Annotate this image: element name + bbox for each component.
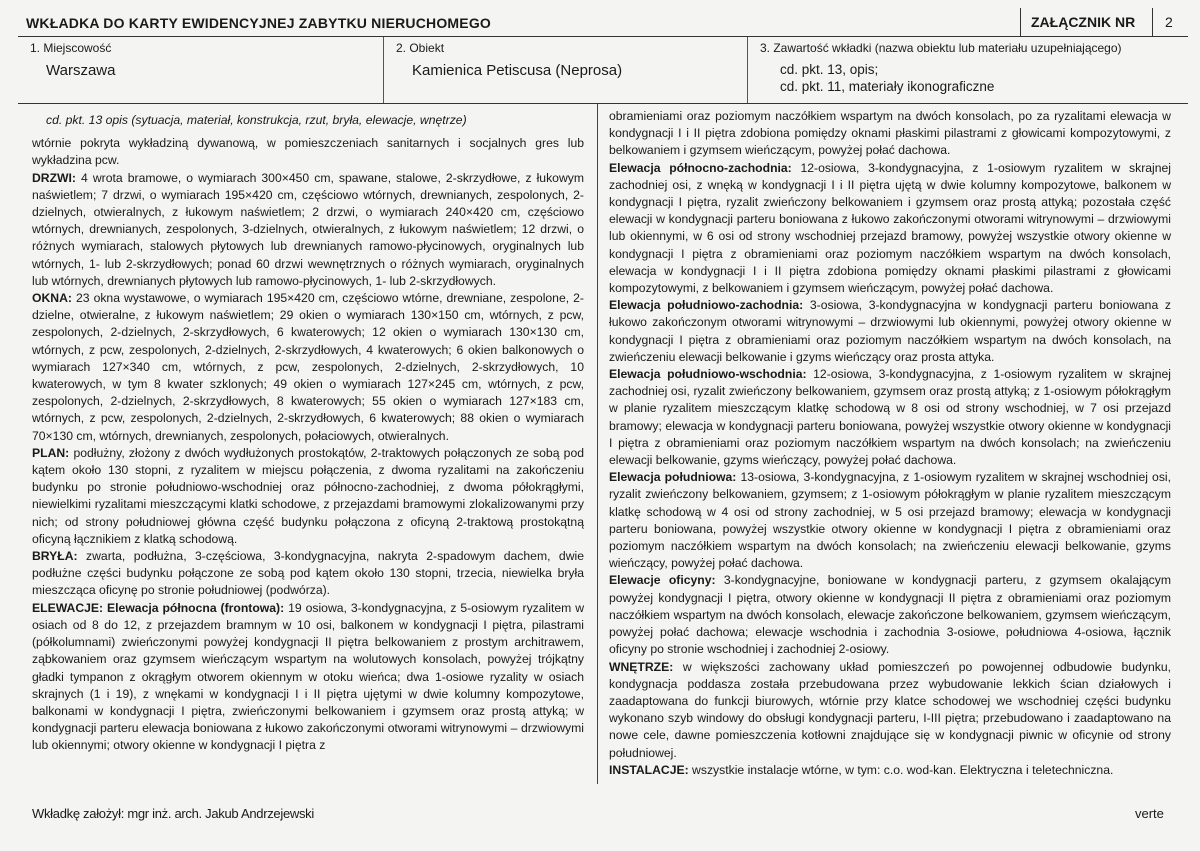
form-header bbox=[18, 8, 1188, 37]
locality-label: 1. Miejscowość bbox=[30, 41, 112, 55]
contents-line-1: cd. pkt. 13, opis; bbox=[780, 62, 879, 77]
left-column bbox=[32, 108, 584, 755]
object-label: 2. Obiekt bbox=[396, 41, 445, 55]
form-title: WKŁADKA DO KARTY EWIDENCYJNEJ ZABYTKU NIERUCHOMEGO bbox=[26, 15, 492, 31]
nw-elevation-label: Elewacja północno-zachodnia: bbox=[609, 160, 792, 175]
plan-label: PLAN: bbox=[32, 445, 70, 460]
s-elevation-text: 13-osiowa, 3-kondygnacyjna, z 1-osiowym ryzalitem w skrajnej wschodniej osi, ryzalit zwieńczony belkowaniem, gzymsem; z 1-osiowym półokrągłym w planie ryzalitem mieszczącym klatkę schodową w 4 osi od strony zachodniej, w 5 osi przejazd bramowy; elewacja w kondygnacji parteru boniowana, powyżej wszystkie otwory okienne w kondygnacji I piętra z obramieniami oraz poziomym naczółkiem wspartym na dwóch konsolach; na zwieńczeniu elewacji belkowanie, gzyms wieńczący, powyżej połać dachowa. bbox=[609, 470, 1172, 571]
interior-text: w większości zachowany układ pomieszczeń po powojennej odbudowie budynku, kondygnacja poddasza została przebudowana przez wybudowanie lekkich ścian działowych i zaadaptowana do funkcji biurowych, wtórnie przy klatce schodowej we wschodniej części budynku wykonano szyb windowy do obsługi kondygnacji parteru, I-III piętra; przebudowano i zaadaptowano na nowe cele, dawne pomieszczenia kotłowni znajdujące się w kondygnacji piwnic w oficynie od strony południowej. bbox=[609, 659, 1171, 760]
contents-value bbox=[780, 61, 994, 95]
elevations-paragraph bbox=[32, 600, 584, 755]
se-elevation-paragraph bbox=[609, 366, 1171, 469]
object-value: Kamienica Petiscusa (Neprosa) bbox=[412, 62, 623, 79]
mass-text: zwarta, podłużna, 3-częściowa, 3-kondygnacyjna, nakryta 2-spadowym dachem, dwie podłużne części budynku połączone ze sobą pod kątem około 130 stopni, trzecia, niewielka bryła mieszcząca oficynę po stronie południowej (podwórza). bbox=[32, 549, 584, 598]
contents-cell bbox=[747, 37, 1189, 103]
se-elevation-label: Elewacja południowo-wschodnia: bbox=[609, 367, 807, 382]
interior-label: WNĘTRZE: bbox=[609, 659, 674, 674]
mass-label: BRYŁA: bbox=[32, 549, 78, 564]
s-elevation-label: Elewacja południowa: bbox=[609, 470, 737, 485]
page-number: 2 bbox=[1152, 8, 1173, 36]
plan-text: podłużny, złożony z dwóch wydłużonych prostokątów, 2-traktowych połączonych ze sobą pod kątem około 130 stopni, z ryzalitem w miejscu połączenia, z dwoma ryzalitami na zakończeniu budynku po stronie południowo-wschodniej oraz północno-zachodniej, z dwoma półokrągłymi, niewielkimi ryzalitami mieszczącymi klatki schodowe, z przejazdami bramowymi zlokalizowanymi przy nich; od strony południowej główna część budynku połączona z oficyną 2-traktową prostokątną oficyną łącznikiem z klatką schodową. bbox=[32, 445, 584, 546]
windows-text: 23 okna wystawowe, o wymiarach 195×420 cm, częściowo wtórne, drewniane, zespolone, 2-dzielne, otwieralne, z łukowym naświetlem; 29 okien o wymiarach 130×150 cm, wtórnych, z pcw, zespolonych, 2-dzielnych, 2-skrzydłowych, 6 kwaterowych; 12 okien o wymiarach 130×130 cm, wtórnych, z pcw, zespolonych, 2-dzielnych, 2-skrzydłowych, 4 kwaterowych; 6 okien balkonowych o wymiarach 127×340 cm, wtórnych, z pcw, zespolonych, 2-dzielnych, 2-skrzydłowych, 10 kwaterowych, w tym 8 kwater szklonych; 49 okien o wymiarach 127×245 cm, wtórnych, z pcw, zespolonych, 2-dzielnych, 2-skrzydłowych, 8 kwaterowych; 55 okien o wymiarach 127×183 cm, wtórnych, z pcw, zespolonych, 2-dzielnych, 2-skrzydłowych, 6 kwaterowych; 88 okien o wymiarach 70×130 cm, wtórnych, drewnianych, zespolonych, połaciowych, otwieralnych. bbox=[32, 291, 584, 443]
mass-paragraph bbox=[32, 548, 584, 600]
locality-cell bbox=[18, 37, 383, 103]
verte-footer: verte bbox=[1135, 806, 1164, 821]
sw-elevation-text: 3-osiowa, 3-kondygnacyjna w kondygnacji parteru boniowana z łukowo zakończonym otworami witrynowymi – drzwiowymi lub okiennymi, powyżej otwory okienne w kondygnacji I piętra z obramieniami oraz poziomym naczółkiem wspartym na dwóch konsolach, na zwieńczeniu elewacji belkowanie i gzyms wieńczący oraz prosta attyka. bbox=[609, 298, 1171, 364]
column-divider bbox=[597, 104, 598, 784]
nw-elevation-paragraph bbox=[609, 160, 1171, 298]
annex-elevations-text: 3-kondygnacyjne, boniowane w kondygnacji parteru, z gzymsem okalającym powyżej kondygnacji I piętra, otwory okienne w kondygnacji II piętra z obramieniami oraz poziomym naczółkiem wspartym na dwóch konsolach, elewacje zakończone belkowaniem, gzymsem wieńczącym, powyżej połać dachowa; elewacje wschodnia i zachodnia 3-osiowe, południowa 4-osiowa, łącznik oficyny po stronie wschodniej i zachodniej 2-osiowy. bbox=[609, 573, 1171, 657]
annex-elevations-label: Elewacje oficyny: bbox=[609, 573, 716, 588]
continuation-paragraph: obramieniami oraz poziomym naczółkiem wspartym na dwóch konsolach, po za ryzalitami elewacja w kondygnacji I i II piętra zdobiona pomiędzy oknami płaskimi pilastrami z głowicami kompozytowymi, z belkowaniem i gzymsem wieńczącym, powyżej połać dachowa. bbox=[609, 109, 1171, 158]
meta-row bbox=[18, 37, 1188, 104]
sw-elevation-label: Elewacja południowo-zachodnia: bbox=[609, 298, 804, 313]
nw-elevation-text: 12-osiowa, 3-kondygnacyjna, z 1-osiowym ryzalitem w skrajnej zachodniej osi, z wnęką w kondygnacji I i II piętra ujętą w dwie kolumny kompozytowe, balkonem w kondygnacji I piętra, ryzalit zwieńczony belkowaniem i gzymsem oraz prostą attyką; pozostała część elewacji w kondygnacji parteru boniowana z łukowo zakończonymi otworami witrynowymi – drzwiowymi lub okiennymi, w 6 osi od strony wschodniej przejazd bramowy, powyżej wszystkie otwory okienne w kondygnacji I piętra z obramieniami oraz poziomym naczółkiem wspartym na dwóch konsolach, elewacja w kondygnacji I i II piętra zdobiona pomiędzy oknami płaskimi pilastrami z głowicami kompozytowymi, z belkowaniem i gzymsem wieńczącym, powyżej połać dachowa. bbox=[609, 160, 1172, 296]
author-footer: Wkładkę założył: mgr inż. arch. Jakub Andrzejewski bbox=[32, 806, 314, 821]
annex-label: ZAŁĄCZNIK NR bbox=[1020, 8, 1135, 36]
s-elevation-paragraph bbox=[609, 469, 1171, 572]
interior-paragraph bbox=[609, 659, 1171, 762]
plan-paragraph bbox=[32, 445, 584, 548]
elevations-label: ELEWACJE: Elewacja północna (frontowa): bbox=[32, 600, 285, 615]
doors-paragraph bbox=[32, 170, 584, 290]
locality-value: Warszawa bbox=[46, 62, 116, 79]
windows-label: OKNA: bbox=[32, 291, 72, 306]
object-cell bbox=[383, 37, 748, 103]
windows-paragraph bbox=[32, 290, 584, 445]
contents-line-2: cd. pkt. 11, materiały ikonograficzne bbox=[780, 79, 995, 94]
contents-label: 3. Zawartość wkładki (nazwa obiektu lub materiału uzupełniającego) bbox=[760, 41, 1122, 55]
section-subtitle: cd. pkt. 13 opis (sytuacja, materiał, konstrukcja, rzut, bryła, elewacje, wnętrze) bbox=[46, 113, 467, 127]
installations-paragraph bbox=[609, 762, 1171, 779]
doors-label: DRZWI: bbox=[32, 170, 76, 185]
installations-text: wszystkie instalacje wtórne, w tym: c.o. wod-kan. Elektryczna i teletechniczna. bbox=[688, 762, 1114, 777]
annex-elevations-paragraph bbox=[609, 572, 1171, 658]
elevations-text: 19 osiowa, 3-kondygnacyjna, z 5-osiowym ryzalitem w osiach od 8 do 12, z przejazdem bramnym w 10 osi, balkonem w kondygnacji I piętra, pilastrami (półkolumnami) zwieńczonymi powyżej kondygnacji II piętra belkowaniem z prostym architrawem, ząbkowaniem oraz gzymsem wieńczącym wspartym na wolutowych konsolach, powyżej trójkątny gładki tympanon z okrągłym otworem okiennym w otoku wieńca; dwa 1-osiowe ryzality w osiach skrajnych (1 i 19), z wnękami w kondygnacji I i II piętra ujętymi w dwie kolumny kompozytowe, balkonami w kondygnacji I piętra, zwieńczonymi belkowaniem i gzymsem oraz prostą attyką; w kondygnacji parteru elewacja boniowana z łukowo zakończonymi otworami witrynowymi – drzwiowymi lub okiennymi; otwory okienne w kondygnacji I piętra z bbox=[32, 600, 584, 753]
right-column bbox=[609, 108, 1171, 779]
installations-label: INSTALACJE: bbox=[609, 762, 689, 777]
sw-elevation-paragraph bbox=[609, 297, 1171, 366]
se-elevation-text: 12-osiowa, 3-kondygnacyjna, z 1-osiowym ryzalitem w skrajnej zachodniej osi, ryzalit zwieńczony belkowaniem, gzymsem oraz prostą attyką; z 1-osiowym półokrągłym w planie ryzalitem mieszczącym klatkę schodową w 8 osi od strony wschodniej, w 7 osi przejazd bramowy; elewacja w kondygnacji parteru boniowana, powyżej wszystkie otwory okienne w kondygnacji I piętra z obramieniami oraz poziomym naczółkiem wspartym na dwóch konsolach; na zwieńczeniu elewacji belkowanie, gzyms wieńczący, powyżej połać dachowa. bbox=[609, 367, 1172, 468]
intro-paragraph: wtórnie pokryta wykładziną dywanową, w pomieszczeniach sanitarnych i socjalnych gres lub wykładzina pcw. bbox=[32, 136, 584, 168]
doors-text: 4 wrota bramowe, o wymiarach 300×450 cm, spawane, stalowe, 2-skrzydłowe, z łukowym naświetlem; 7 drzwi, o wymiarach 195×420 cm, częściowo wtórnych, drewnianych, zespolonych, 2-dzielnych, otwieralnych, z łukowym naświetlem; 2 drzwi, o wymiarach 240×420 cm, częściowo wtórnych, drewnianych, zespolonych, 3-dzielnych, otwieralnych, z łukowym naświetlem; 12 drzwi, o różnych wymiarach, stalowych płytowych lub drewnianych ramowo-płycinowych, oryginalnych lub wtórnych, 1- lub 2-skrzydłowych; ponad 60 drzwi wewnętrznych o różnych wymiarach, oryginalnych lub wtórnych, drewnianych płytowych lub ramowo-płycinowych, 1- lub 2-skrzydłowych. bbox=[32, 170, 584, 288]
